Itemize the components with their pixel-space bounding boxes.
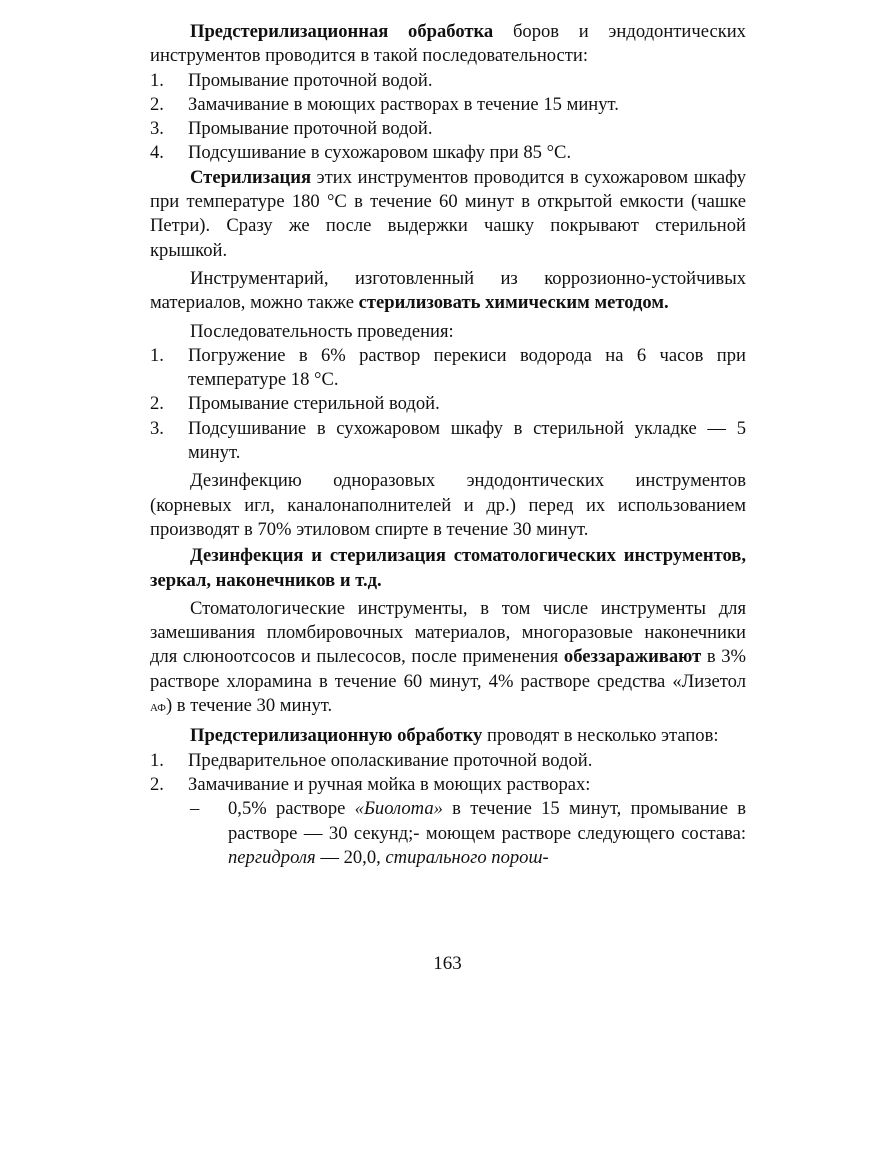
paragraph-text: этих инструментов проводится в сухожаровом шкафу при температуре 180 °С в течение 60 минут в открытой емкости (чашке Петри). Сразу же после выдержки чашку покрывают стерильной крышкой. — [150, 166, 746, 261]
paragraph-text: боров и эндодонтических инструментов проводится в такой последовательности: — [150, 21, 746, 67]
list-text: Промывание проточной водой. — [188, 69, 433, 91]
list-text: Погружение в 6% раствор перекиси водорода на 6 часов при температуре 18 °С. — [188, 344, 746, 391]
list-item — [150, 749, 746, 773]
bold-term: стерилизовать химическим методом. — [358, 292, 669, 314]
list-number: 2. — [150, 393, 164, 415]
bold-term: обеззараживают — [563, 646, 702, 668]
list-item — [150, 773, 746, 797]
paragraph-sterilization — [150, 166, 746, 263]
bold-term: Предстерилизационную обработку — [190, 725, 483, 747]
italic-term: стирального порош- — [385, 846, 549, 868]
list-text: Промывание проточной водой. — [188, 118, 433, 140]
paragraph-text: в 3% растворе хлорамина в течение 60 минут, 4% растворе средства «Лизетол — [150, 646, 746, 692]
paragraph-text: проводят в несколько этапов: — [482, 725, 719, 747]
paragraph-chemical-method — [150, 267, 746, 316]
list-text: Замачивание в моющих растворах в течение 15 минут. — [188, 93, 619, 115]
text-run: 0,5% растворе — [228, 798, 355, 820]
dash-mark: – — [190, 798, 200, 820]
list-text: Подсушивание в сухожаровом шкафу в стерильной укладке — 5 минут. — [188, 417, 746, 464]
italic-term: пергидроля — [228, 846, 316, 868]
list-number: 1. — [150, 344, 164, 366]
paragraph-presterilization-stages — [150, 724, 746, 748]
list-number: 2. — [150, 93, 164, 115]
list-number: 1. — [150, 749, 164, 771]
list-text: Предварительное ополаскивание проточной водой. — [188, 749, 593, 771]
list-item — [150, 417, 746, 466]
bold-term: Стерилизация — [190, 166, 312, 188]
bold-term: Предстерилизационная обработка — [190, 21, 494, 42]
paragraph-text: ) в течение 30 минут. — [165, 695, 333, 717]
section-heading: Дезинфекция и стерилизация стоматологических инструментов, зеркал, наконечников и т.д. — [150, 545, 746, 591]
list-item — [150, 117, 746, 141]
list-stages — [150, 749, 746, 798]
list-item — [150, 93, 746, 117]
list-item — [150, 141, 746, 165]
paragraph-dental-instruments — [150, 597, 746, 720]
small-caps-text: АФ — [150, 702, 166, 715]
list-number: 1. — [150, 69, 164, 91]
page-number: 163 — [433, 953, 462, 974]
list-item — [150, 344, 746, 393]
paragraph-sequence: Последовательность проведения: — [190, 320, 454, 342]
list-number: 2. — [150, 773, 164, 795]
list-number: 3. — [150, 118, 164, 140]
paragraph-text: Стоматологические инструменты, в том числе инструменты для замешивания пломбировочных материалов, многоразовые наконечники для слюноотсосов и пылесосов, после применения — [150, 597, 746, 668]
list-item — [150, 69, 746, 93]
paragraph-disposable-disinfection: Дезинфекцию одноразовых эндодонтических инструментов (корневых игл, каналонаполнителей и др.) перед их использованием производят в 70% этиловом спирте в течение 30 минут. — [150, 470, 746, 540]
paragraph-text: Инструментарий, изготовленный из коррозионно-устойчивых материалов, можно также — [150, 267, 746, 314]
list-number: 4. — [150, 142, 164, 164]
text-run: в течение 15 минут, промывание в растворе — 30 секунд;- моющем растворе следующего состава: — [228, 798, 746, 844]
list-item — [150, 392, 746, 416]
italic-term: «Биолота» — [354, 798, 443, 820]
text-run: — 20,0, — [315, 846, 386, 868]
dash-item-text — [228, 797, 746, 870]
list-text: Подсушивание в сухожаровом шкафу при 85 °С. — [188, 142, 572, 164]
paragraph-presterilization-burs — [150, 20, 746, 69]
list-presterilization-steps — [150, 69, 746, 166]
page-text — [150, 20, 746, 870]
list-text: Промывание стерильной водой. — [188, 393, 440, 415]
list-chemical-steps — [150, 344, 746, 465]
list-text: Замачивание и ручная мойка в моющих растворах: — [188, 773, 591, 795]
dash-list-item — [150, 797, 746, 870]
list-number: 3. — [150, 417, 164, 439]
